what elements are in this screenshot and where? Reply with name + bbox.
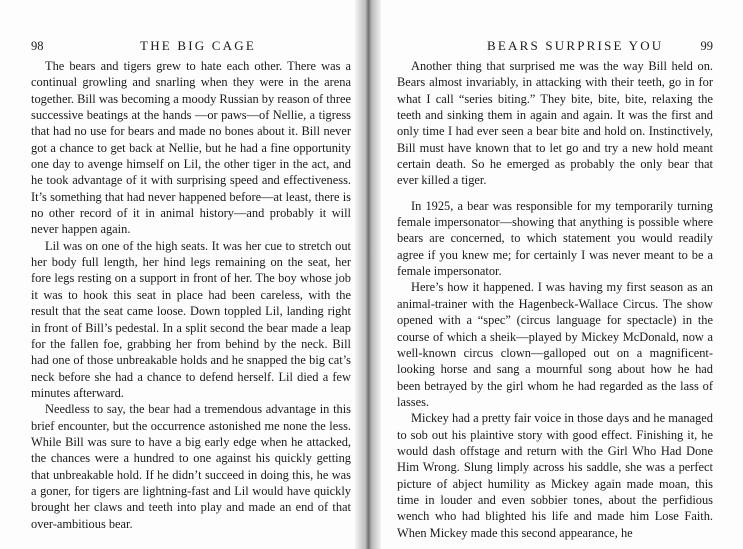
left-page-header: [31, 38, 351, 56]
left-paragraph-3: Needless to say, the bear had a tremendous advantage in this brief encounter, but the occurrence astonished me none the less. While Bill was sure to have a big early edge when he attacked, the chances were a hundred to one against his quickly getting that unbreakable hold. If he didn’t succeed in doing this, he was a goner, for tigers are lightning-fast and Lil would have quickly brought her claws and teeth into play and made an end of that over-ambitious bear.: [31, 402, 351, 531]
right-paragraph-1: Another thing that surprised me was the way Bill held on. Bears almost invariably, in attacking with their teeth, go in for what I call “series biting.” They bite, bite, bite, relaxing the teeth and sinking them in again and again. It was the first and only time I had ever seen a bear bite and hold on. Instinctively, Bill must have known that to let go and try a new hold meant certain death. So he emerged as probably the only bear that ever killed a tiger.: [397, 59, 713, 188]
left-paragraph-2: Lil was on one of the high seats. It was her cue to stretch out her body full length, her hind legs remaining on the seat, her fore legs resting on a support in front of her. The boy whose job it was to hook this seat in place had been careless, with the result that the seat came loose. Down toppled Lil, landing right in front of Bill’s pedestal. In a split second the bear made a leap for the fallen foe, grabbing her from behind by the neck. Bill had one of those unbreakable holds and he snapped the big cat’s neck before she had a chance to defend herself. Lil died a few minutes afterward.: [31, 238, 351, 400]
left-running-head: THE BIG CAGE: [140, 38, 256, 53]
left-page: [31, 38, 351, 532]
left-page-number: 98: [31, 39, 44, 53]
right-page: [397, 38, 713, 541]
right-paragraph-3: Here’s how it happened. I was having my first season as an animal-trainer with the Hagenbeck-Wallace Circus. The show opened with a “spec” (circus language for spectacle) in the course of which a sheik—played by Mickey McDonald, now a well-known circus clown—galloped out on a magnificent-looking horse and sang a mournful song about how he had been betrayed by the girl whom he had regarded as the lass of lasses.: [397, 280, 713, 409]
right-paragraph-2: In 1925, a bear was responsible for my temporarily turning female impersonator—showing that anything is possible where bears are concerned, to which statement you would readily agree if you knew me; for certainly I was never meant to be a female impersonator.: [397, 198, 713, 279]
right-paragraph-4: Mickey had a pretty fair voice in those days and he managed to sob out his plaintive story with good effect. Finishing it, he would dash offstage and return with the Girl Who Had Done Him Wrong. Slung limply across his saddle, she was a perfect picture of abject humility as Mickey again made moan, this time in louder and even sobbier tones, about the perfidious wench who had blighted his life and made him Lose Faith. When Mickey made this second appearance, he: [397, 411, 713, 540]
book-gutter: [355, 0, 381, 549]
right-running-head: BEARS SURPRISE YOU: [487, 38, 664, 53]
right-page-number: 99: [700, 39, 713, 53]
right-page-header: [397, 38, 713, 56]
left-paragraph-1: The bears and tigers grew to hate each other. There was a continual growling and snarling when they were in the arena together. Bill was becoming a moody Russian by reason of three successive beatings at the hands —or paws—of Nellie, a tigress that had no use for bears and made no bones about it. Bill never got a chance to get back at Nellie, but he had a fine opportunity one day to avenge himself on Lil, the other tiger in the act, and he took advantage of it with surprising speed and effectiveness. It’s something that had never happened before—at least, there is no other record of it in animal history—and probably it will never happen again.: [31, 59, 351, 237]
